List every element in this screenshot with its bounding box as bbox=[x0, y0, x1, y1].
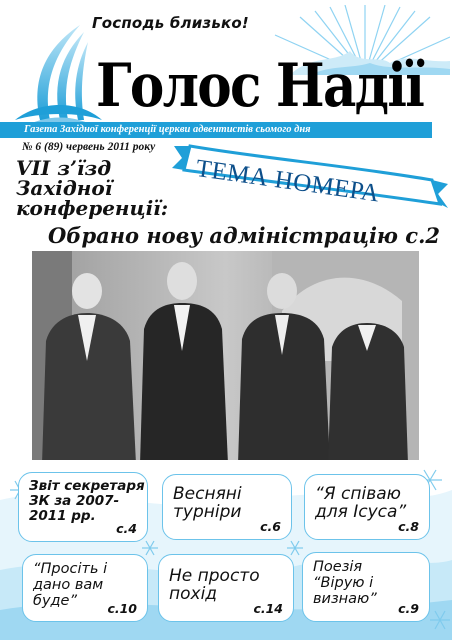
teaser-title: Не просто похід bbox=[169, 566, 260, 604]
teaser-card-ask[interactable] bbox=[22, 554, 148, 622]
teaser-card-hike[interactable] bbox=[158, 554, 294, 622]
teaser-page: с.14 bbox=[253, 601, 283, 616]
teaser-card-singing[interactable] bbox=[304, 474, 430, 540]
teaser-card-tournaments[interactable] bbox=[162, 474, 292, 540]
cover-photo bbox=[32, 251, 419, 464]
headline-line: VII з’їзд bbox=[16, 156, 112, 180]
newspaper-title: Голос Надії bbox=[96, 51, 424, 121]
ribbon-label: ТЕМА НОМЕРА bbox=[194, 155, 382, 208]
group-photo-image bbox=[32, 251, 419, 464]
newspaper-subtitle: Газета Західної конференції церкви адвентистів сьомого дня bbox=[24, 124, 311, 135]
teaser-page: с.10 bbox=[107, 601, 137, 616]
issue-info: № 6 (89) червень 2011 року bbox=[22, 141, 156, 153]
teaser-title: Звіт секретаря ЗК за 2007-2011 рр. bbox=[29, 478, 145, 524]
teaser-page: с.4 bbox=[116, 521, 137, 536]
teaser-page: с.6 bbox=[260, 519, 281, 534]
teaser-title: “Просіть і дано вам буде” bbox=[33, 561, 108, 609]
slogan: Господь близько! bbox=[92, 14, 249, 32]
teaser-card-report[interactable] bbox=[18, 472, 148, 542]
main-headline bbox=[16, 158, 168, 218]
teaser-title: “Я співаю для Ісуса” bbox=[315, 484, 407, 522]
teaser-title: Весняні турніри bbox=[173, 484, 242, 522]
headline-line: Західної bbox=[16, 176, 113, 200]
teaser-page: с.8 bbox=[398, 519, 419, 534]
teaser-title: Поезія “Вірую і визнаю” bbox=[313, 559, 377, 607]
teaser-card-poetry[interactable] bbox=[302, 552, 430, 622]
sub-headline: Обрано нову адміністрацію с.2 bbox=[48, 223, 440, 248]
headline-line: конференції: bbox=[16, 196, 169, 220]
teaser-page: с.9 bbox=[398, 601, 419, 616]
